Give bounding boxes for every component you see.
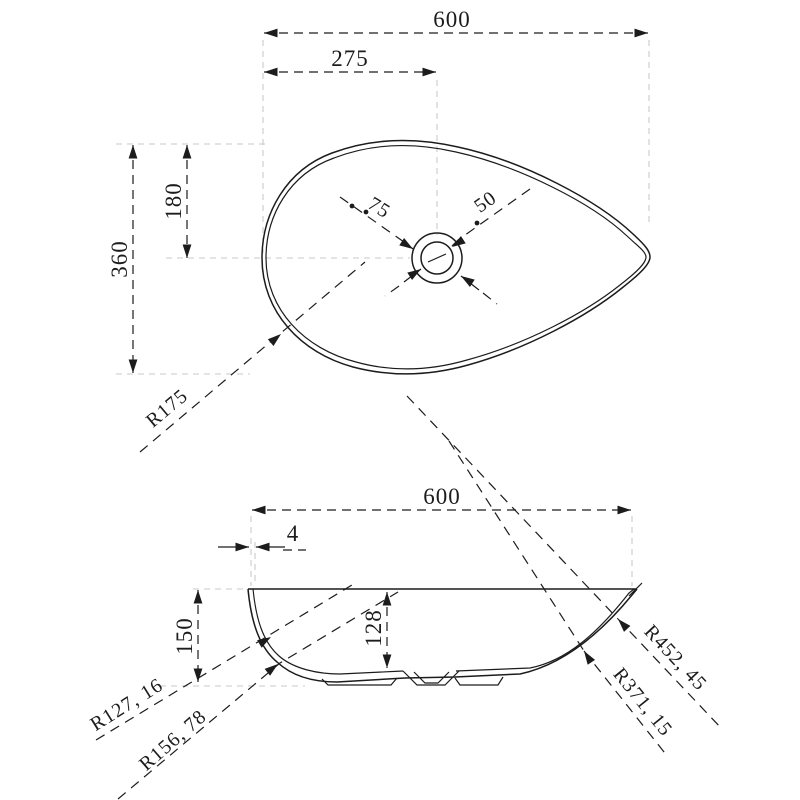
dim-label-top-depth: 360 [107, 240, 132, 278]
dim-left-radius [140, 262, 365, 452]
dim-label-inner-depth: 128 [361, 609, 386, 647]
dim-dot [350, 204, 355, 209]
dim-label-drain-centerline: 180 [161, 182, 186, 220]
dim-top-depth [107, 145, 137, 373]
dim-label-radius-right-outer: R452, 45 [639, 620, 712, 696]
foot-pad-right [455, 677, 503, 685]
dim-side-width [252, 484, 631, 514]
dim-side-height [172, 590, 202, 682]
dim-label-top-width: 600 [433, 7, 471, 32]
dim-label-radius-right-inner: R371, 15 [608, 663, 677, 741]
drain-circles [412, 233, 462, 283]
dim-drain-outer [340, 193, 497, 304]
dim-top-width [264, 7, 648, 37]
dim-drain-offset [264, 46, 436, 76]
side-view [86, 396, 722, 799]
drain-center-mark [428, 254, 446, 262]
dim-drain-centerline [161, 145, 191, 258]
dim-label-side-height: 150 [172, 617, 197, 655]
dim-label-drain-inner: 50 [470, 186, 501, 218]
dim-label-left-radius: R175 [141, 384, 193, 433]
dim-label-side-width: 600 [423, 484, 461, 509]
dim-label-rim-thickness: 4 [286, 521, 300, 546]
top-view [107, 7, 650, 452]
dim-radius-right-outer [407, 396, 722, 729]
dim-rim-thickness [218, 521, 306, 551]
dim-label-radius-left-inner: R127, 16 [86, 674, 168, 736]
dim-inner-depth [361, 592, 391, 668]
dim-label-radius-left-outer: R156, 78 [135, 705, 211, 776]
dim-label-drain-offset: 275 [331, 46, 369, 71]
dim-radius-left-inner [86, 585, 352, 740]
dim-dot [475, 221, 480, 226]
basin-outline-side [248, 583, 642, 685]
dim-radius-right-inner [449, 441, 677, 757]
dim-label-drain-outer: 75 [364, 192, 395, 224]
basin-outline-top [262, 140, 650, 373]
